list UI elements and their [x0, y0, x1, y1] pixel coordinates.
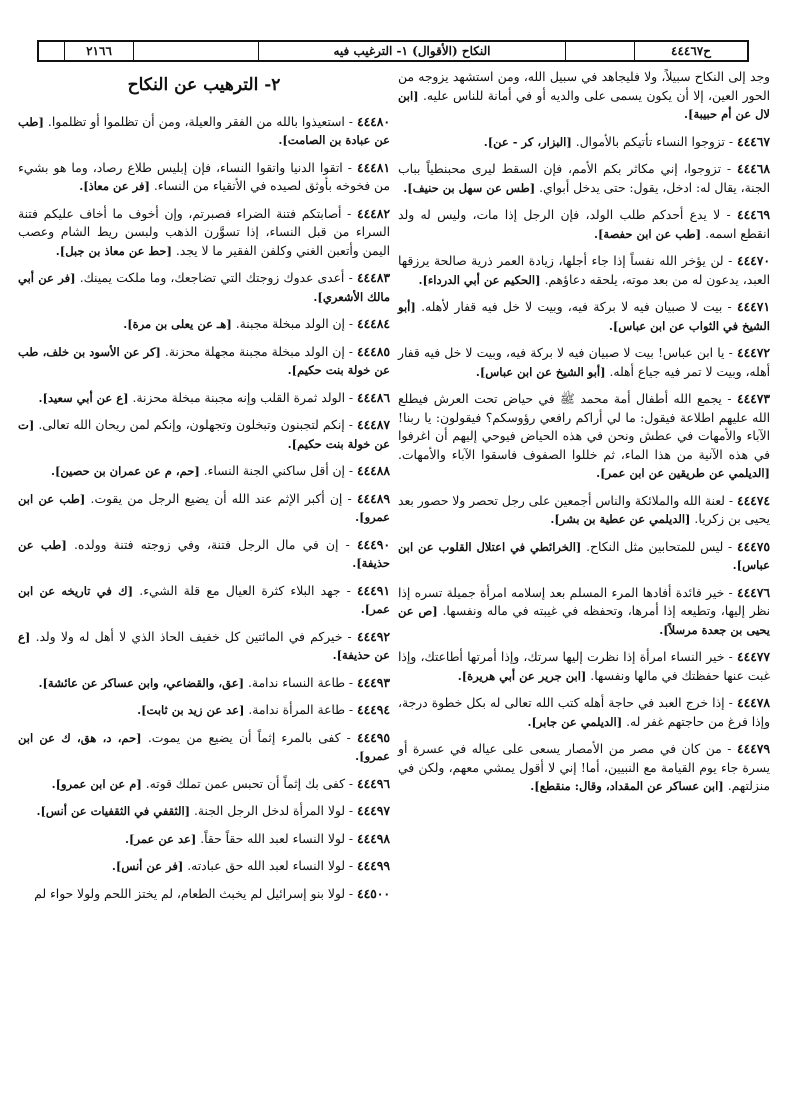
right-column	[398, 68, 770, 805]
hadith-number: ٤٤٤٧٢	[736, 345, 770, 360]
hadith-entry: ٤٤٤٨٨ - إن أقل ساكني الجنة النساء. [حم، م عن عمران بن حصين].	[50, 463, 390, 478]
hadith-number: ٤٤٥٠٠	[356, 885, 390, 901]
hadith-source: [أبو الشيخ في الثواب عن ابن عباس].	[398, 300, 770, 333]
hadith-number: ٤٤٤٦٨	[736, 161, 770, 176]
running-title: النكاح (الأقوال) ١- الترغيب فيه	[258, 42, 565, 60]
hadith-entry: ٤٤٤٨٠ - استعيذوا بالله من الفقر والعيلة، ومن أن تظلموا أو تظلموا. [طب عن عبادة بن الصامت].	[18, 113, 390, 147]
hadith-text: اتقوا الدنيا واتقوا النساء، فإن إبليس طلاع رصاد، وما هو بشيء من فخوخه بأوثق لصيده في الأتقياء من النساء.	[18, 160, 390, 193]
hadith-entry: ٤٤٤٩٥ - كفى بالمرء إثماً أن يضيع من يموت. [حم، د، هق، ك عن ابن عمرو].	[18, 729, 390, 763]
hadith-entry: ٤٤٤٧٩ - من كان في مصر من الأمصار يسعى على عياله في عسرة أو يسرة جاء يوم القيامة مع النبيين، أما! إني لا أقول يمشي معهم، ولكن في منزلتهم. [ابن عساكر عن المقداد، وقال: منقطع].	[398, 741, 770, 793]
hadith-entry: ٤٤٤٩٧ - لولا المرأة لدخل الرجل الجنة. [الثقفي في الثقفيات عن أنس].	[36, 803, 390, 818]
hadith-entry: ٤٤٤٩٤ - طاعة المرأة ندامة. [عد عن زيد بن ثابت].	[137, 702, 390, 717]
header-spacer-1	[565, 42, 634, 60]
hadith-number: ٤٤٤٧٥	[736, 538, 770, 554]
hadith-text: تزوجوا النساء تأتيكم بالأموال.	[575, 134, 725, 149]
hadith-number: ٤٤٤٩٠	[356, 536, 390, 552]
hadith-number: ٤٤٤٨٥	[356, 343, 390, 359]
hadith-number: ٤٤٤٨٩	[356, 490, 390, 506]
hadith-text: طاعة النساء ندامة.	[247, 675, 345, 690]
hadith-number: ٤٤٤٦٧	[736, 133, 770, 149]
hadith-entry: ٤٤٤٨٦ - الولد ثمرة القلب وإنه مجبنة مبخلة محزنة. [ع عن أبي سعيد].	[38, 389, 390, 405]
hadith-source: [ص عن يحيى بن جعدة مرسلاً].	[398, 604, 770, 637]
hadith-entry: ٤٤٤٩٢ - خيركم في المائتين كل خفيف الحاذ الذي لا أهل له ولا ولد. [ع عن حذيفة].	[18, 628, 390, 662]
hadith-number: ٤٤٤٦٩	[736, 207, 770, 222]
hadith-entry: ٤٤٤٧٦ - خير فائدة أفادها المرء المسلم بعد إسلامه امرأة جميلة تسره إذا نظر إليها، وتطيعه إذا أمرها، وتحفظه في غيبته في ماله ونفسها. [ص عن يحيى بن جعدة مرسلاً].	[398, 584, 770, 637]
hadith-number: ٤٤٤٧١	[736, 299, 770, 314]
page-header	[37, 40, 749, 62]
hadith-source: [الخرائطي في اعتلال القلوب عن ابن عباس].	[398, 539, 770, 572]
hadith-entry: ٤٤٤٩٨ - لولا النساء لعبد الله حقاً حقاً. [عد عن عمر].	[125, 830, 390, 846]
hadith-source: [الديلمي عن جابر].	[527, 714, 623, 729]
hadith-entry: ٤٤٤٧٨ - إذا خرج العبد في حاجة أهله كتب الله تعالى له بكل خطوة درجة، وإذا فرغ من حاجتهم غفر له. [الديلمي عن جابر].	[398, 695, 770, 729]
hadith-source: [طب عن عبادة بن الصامت].	[18, 114, 390, 147]
hadith-source: [م عن ابن عمرو].	[51, 776, 142, 791]
hadith-number: ٤٤٤٩٧	[356, 803, 390, 818]
hadith-source: [ك في تاريخه عن ابن عمر].	[18, 583, 390, 616]
hadith-text: لا يدع أحدكم طلب الولد، فإن الرجل إذا مات، وليس له ولد انقطع اسمه.	[398, 208, 770, 241]
hadith-entry: ٤٤٤٨٣ - أعدى عدوك زوجتك التي تضاجعك، وما ملكت يمينك. [فر عن أبي مالك الأشعري].	[18, 270, 390, 304]
hadith-source: [حم، م عن عمران بن حصين].	[50, 464, 200, 478]
hadith-text: لولا النساء لعبد الله حقاً حقاً.	[200, 831, 345, 846]
hadith-source: [البزار، كر - عن].	[483, 134, 572, 149]
hadith-text: تزوجوا، إني مكاثر بكم الأمم، فإن السقط ليرى محبنطياً بباب الجنة، يقال له: ادخل، يقول: حتى يدخل أبواي.	[398, 162, 770, 195]
hadith-entry: ٤٤٤٧٢ - يا ابن عباس! بيت لا صبيان فيه لا بركة فيه، وبيت لا خل فيه قفار أهله، وبيت لا تمر فيه جياع أهله. [أبو الشيخ عن ابن عباس].	[398, 345, 770, 379]
left-column	[18, 68, 390, 912]
hadith-source: [حم، د، هق، ك عن ابن عمرو].	[18, 730, 390, 763]
hadith-number: ٤٤٤٧٧	[736, 649, 771, 664]
hadith-entry: ٤٤٤٨٢ - أصابتكم فتنة الضراء فصبرتم، وإن أخوف ما أخاف عليكم فتنة السراء من قبل النساء، إذا تسوَّرن الذهب ولبسن ريط الشام وعصب اليمن وأتعبن الغني وكلفن الفقير ما لا يجد. [حط عن معاذ بن جبل].	[18, 205, 390, 258]
hadith-entry: ٤٤٤٧٣ - يجمع الله أطفال أمة محمد ﷺ في حياض تحت العرش فيطلع الله عليهم اطلاعة فيقول: ما لي أراكم رافعي رؤوسكم؟ فيقولون: يا ربنا! الآباء والأمهات في عطش ونحن في هذه الحياض فيوحي إليهم أن اغرفوا في هذه الآنية من هذا الماء، ثم خللوا الصفوف فاسقوا الآباء والأمهات. [الديلمي عن طريقين عن ابن عمر].	[398, 391, 770, 480]
hadith-entry: ٤٤٤٩٠ - إن في مال الرجل فتنة، وفي زوجته فتنة وولده. [طب عن حذيفة].	[18, 536, 390, 570]
hadith-text: إذا خرج العبد في حاجة أهله كتب الله تعالى له بكل خطوة درجة، وإذا فرغ من حاجتهم غفر له.	[398, 696, 770, 729]
page-number: ٢١٦٦	[64, 42, 133, 60]
hadith-text: إن أقل ساكني الجنة النساء.	[203, 464, 345, 478]
hadith-text: لعنة الله والملائكة والناس أجمعين على رجل تحصر ولا حصور بعد يحيى بن زكريا.	[398, 493, 770, 526]
hadith-entry: ٤٤٤٦٧ - تزوجوا النساء تأتيكم بالأموال. [البزار، كر - عن].	[483, 133, 770, 149]
hadith-source: [ابن لال عن أم حبيبة].	[398, 88, 770, 121]
hadith-number: ٤٤٤٨٢	[356, 205, 390, 221]
hadith-entry: ٤٤٤٨٥ - إن الولد مبخلة مجبنة مجهلة محزنة. [كر عن الأسود بن خلف، طب عن خولة بنت حكيم].	[18, 343, 390, 377]
hadith-text: لولا بنو إسرائيل لم يخبث الطعام، لم يختز اللحم ولولا حواء لم	[34, 886, 345, 901]
hadith-text: يجمع الله أطفال أمة محمد ﷺ في حياض تحت العرش فيطلع الله عليهم اطلاعة فيقول: ما لي أراكم رافعي رؤوسكم؟ فيقولون: يا ربنا! الآباء والأمهات في عطش ونحن في هذه الحياض فيوحي إليهم أن اغرفوا في هذه الآنية من هذا الماء، ثم خللوا الصفوف فاسقوا الآباء والأمهات.	[398, 392, 770, 462]
hadith-entry: ٤٤٤٨٤ - إن الولد مبخلة مجبنة. [هـ عن يعلى بن مرة].	[123, 316, 390, 331]
hadith-number: ٤٤٤٩٨	[356, 830, 390, 846]
hadith-text: بيت لا صبيان فيه لا بركة فيه، وبيت لا خل فيه قفار لأهله.	[421, 300, 723, 314]
hadith-text: من كان في مصر من الأمصار يسعى على عياله في عسرة أو يسرة جاء يوم القيامة مع النبيين، أما! إني لا أقول يمشي معهم، ولكن في منزلتهم.	[398, 742, 770, 793]
hadith-text: يا ابن عباس! بيت لا صبيان فيه لا بركة فيه، وبيت لا خل فيه قفار أهله، وبيت لا تمر فيه جياع أهله.	[398, 346, 770, 379]
hadith-text: الولد ثمرة القلب وإنه مجبنة مبخلة محزنة.	[132, 390, 345, 405]
hadith-source: [ع عن حذيفة].	[18, 629, 390, 662]
hadith-text: خيركم في المائتين كل خفيف الحاذ الذي لا أهل له ولا ولد.	[35, 629, 343, 644]
hadith-number: ٤٤٤٩٣	[356, 674, 390, 690]
hadith-source: [طب عن حذيفة].	[18, 537, 390, 570]
hadith-entry: ٤٤٤٩١ - جهد البلاء كثرة العيال مع قلة الشيء. [ك في تاريخه عن ابن عمر].	[18, 582, 390, 616]
hadith-entry: ٤٤٤٧١ - بيت لا صبيان فيه لا بركة فيه، وبيت لا خل فيه قفار لأهله. [أبو الشيخ في الثواب عن ابن عباس].	[398, 299, 770, 333]
hadith-text: كفى بالمرء إثماً أن يضيع من يموت.	[147, 730, 341, 745]
hadith-entry: ٤٤٤٨٩ - إن أكبر الإثم عند الله أن يضيع الرجل من يقوت. [طب عن ابن عمرو].	[18, 490, 390, 524]
hadith-text: إنكم لتجبنون وتبخلون وتجهلون، وإنكم لمن ريحان الله تعالى.	[38, 418, 345, 432]
hadith-text: كفى بك إثماً أن تحبس عمن تملك قوته.	[145, 776, 345, 791]
hadith-entry: ٤٤٤٩٩ - لولا النساء لعبد الله حق عبادته. [فر عن أنس].	[111, 858, 390, 873]
hadith-entry: ٤٤٤٩٦ - كفى بك إثماً أن تحبس عمن تملك قوته. [م عن ابن عمرو].	[51, 775, 390, 791]
hadith-number: ٤٤٤٧٦	[736, 584, 770, 600]
hadith-source: [ت عن خولة بنت حكيم].	[18, 418, 390, 451]
hadith-text: لولا النساء لعبد الله حق عبادته.	[187, 859, 345, 873]
hadith-text: طاعة المرأة ندامة.	[248, 703, 345, 717]
hadith-text: إن الولد مبخلة مجبنة.	[235, 317, 345, 331]
hadith-source: [طب عن ابن حفصة].	[593, 226, 702, 241]
hadith-entry: ٤٤٤٧٥ - ليس للمتحابين مثل النكاح. [الخرائطي في اعتلال القلوب عن ابن عباس].	[398, 538, 770, 572]
hadith-text: ليس للمتحابين مثل النكاح.	[586, 539, 724, 554]
hadith-source: [الديلمي عن عطية بن بشر].	[550, 512, 691, 526]
hadith-number: ٤٤٤٨١	[356, 159, 390, 175]
hadith-text: جهد البلاء كثرة العيال مع قلة الشيء.	[139, 583, 341, 598]
hadith-text: أصابتكم فتنة الضراء فصبرتم، وإن أخوف ما أخاف عليكم فتنة السراء من قبل النساء، إذا تسوَّرن الذهب ولبسن ريط الشام وعصب اليمن وأتعبن الغني وكلفن الفقير ما لا يجد.	[18, 206, 390, 258]
hadith-text: لن يؤخر الله نفساً إذا جاء أجلها، زيادة العمر ذرية صالحة يرزقها العبد، يدعون له من بعد موته، يلحقه دعاؤهم.	[398, 254, 770, 287]
hadith-text: إن في مال الرجل فتنة، وفي زوجته فتنة وولده.	[74, 537, 339, 552]
text-columns	[18, 68, 770, 1098]
hadith-source: [هـ عن يعلى بن مرة].	[123, 317, 232, 331]
volume-code: ح٤٤٤٦٧	[634, 42, 747, 60]
hadith-number: ٤٤٤٧٤	[736, 492, 770, 508]
hadith-number: ٤٤٤٧٩	[736, 741, 770, 756]
hadith-source: [عق، والقضاعي، وابن عساكر عن عائشة].	[38, 675, 245, 690]
hadith-entry: ٤٤٤٧٤ - لعنة الله والملائكة والناس أجمعين على رجل تحصر ولا حصور بعد يحيى بن زكريا. [الديلمي عن عطية بن بشر].	[398, 492, 770, 526]
hadith-number: ٤٤٤٨٧	[356, 417, 390, 432]
hadith-number: ٤٤٤٨٣	[356, 270, 390, 285]
hadith-source: [فر عن معاذ].	[79, 179, 150, 193]
hadith-entry: ٤٤٤٨١ - اتقوا الدنيا واتقوا النساء، فإن إبليس طلاع رصاد، وما هو بشيء من فخوخه بأوثق لصيده في الأتقياء من النساء. [فر عن معاذ].	[18, 159, 390, 193]
hadith-source: [ع عن أبي سعيد].	[38, 390, 129, 405]
hadith-number: ٤٤٤٧٠	[736, 253, 770, 268]
hadith-source: [الثقفي في الثقفيات عن أنس].	[36, 804, 191, 818]
hadith-entry: ٤٤٤٧٠ - لن يؤخر الله نفساً إذا جاء أجلها، زيادة العمر ذرية صالحة يرزقها العبد، يدعون له من بعد موته، يلحقه دعاؤهم. [الحكيم عن أبي الدرداء].	[398, 253, 770, 287]
hadith-number: ٤٤٤٩٤	[356, 702, 390, 717]
hadith-text: خير النساء امرأة إذا نظرت إليها سرتك، وإذا أمرتها أطاعتك، وإذا غبت عنها حفظتك في مالها ونفسها.	[398, 650, 770, 683]
hadith-number: ٤٤٤٧٨	[736, 695, 770, 710]
hadith-number: ٤٤٤٨٦	[356, 389, 390, 405]
hadith-source: [حط عن معاذ بن جبل].	[55, 243, 172, 258]
hadith-entry: ٤٤٤٧٧ - خير النساء امرأة إذا نظرت إليها سرتك، وإذا أمرتها أطاعتك، وإذا غبت عنها حفظتك في مالها ونفسها. [ابن جرير عن أبي هريرة].	[398, 649, 771, 683]
hadith-text: إن أكبر الإثم عند الله أن يضيع الرجل من يقوت.	[90, 491, 343, 506]
hadith-entry: ٤٤٤٩٣ - طاعة النساء ندامة. [عق، والقضاعي، وابن عساكر عن عائشة].	[38, 674, 390, 690]
hadith-source: [الديلمي عن طريقين عن ابن عمر].	[596, 466, 770, 480]
hadith-source: [فر عن أبي مالك الأشعري].	[18, 271, 390, 304]
hadith-source: [ابن جرير عن أبي هريرة].	[457, 668, 587, 683]
hadith-entry	[398, 68, 770, 124]
hadith-number: ٤٤٤٨٨	[356, 463, 390, 478]
hadith-number: ٤٤٤٩٥	[356, 729, 390, 745]
header-spacer-2	[133, 42, 258, 60]
hadith-source: [عد عن عمر].	[125, 831, 197, 846]
hadith-number: ٤٤٤٩٢	[356, 628, 390, 644]
hadith-entry: ٤٤٤٨٧ - إنكم لتجبنون وتبخلون وتجهلون، وإنكم لمن ريحان الله تعالى. [ت عن خولة بنت حكيم].	[18, 417, 390, 451]
hadith-number: ٤٤٤٨٠	[356, 113, 390, 129]
hadith-number: ٤٤٤٩٩	[356, 858, 390, 873]
hadith-text: إن الولد مبخلة مجبنة مجهلة محزنة.	[164, 344, 345, 359]
hadith-source: [الحكيم عن أبي الدرداء].	[418, 272, 541, 287]
header-spacer-3	[39, 42, 64, 60]
hadith-source: [عد عن زيد بن ثابت].	[137, 703, 245, 717]
hadith-source: [أبو الشيخ عن ابن عباس].	[475, 364, 606, 379]
hadith-source: [كر عن الأسود بن خلف، طب عن خولة بنت حكيم].	[18, 344, 390, 377]
hadith-number: ٤٤٤٧٣	[736, 391, 770, 406]
hadith-text: أعدى عدوك زوجتك التي تضاجعك، وما ملكت يمينك.	[79, 271, 345, 285]
hadith-text: خير فائدة أفادها المرء المسلم بعد إسلامه امرأة جميلة تسره إذا نظر إليها، وتطيعه إذا أمرها، وتحفظه في غيبته في ماله ونفسها.	[398, 585, 770, 618]
hadith-source: [طس عن سهل بن حنيف].	[403, 180, 536, 195]
hadith-source: [فر عن أنس].	[111, 859, 184, 873]
hadith-number: ٤٤٤٩١	[356, 582, 390, 598]
hadith-text: وجد إلى النكاح سبيلاً، ولا فليجاهد في سبيل الله، ومن استشهد يزوجه من الحور العين، إلا أن يكون يسمى على والديه أو في أمانة للناس عليه.	[398, 70, 770, 103]
hadith-entry: ٤٤٤٦٨ - تزوجوا، إني مكاثر بكم الأمم، فإن السقط ليرى محبنطياً بباب الجنة، يقال له: ادخل، يقول: حتى يدخل أبواي. [طس عن سهل بن حنيف].	[398, 161, 770, 195]
hadith-entry: ٤٤٤٦٩ - لا يدع أحدكم طلب الولد، فإن الرجل إذا مات، وليس له ولد انقطع اسمه. [طب عن ابن حفصة].	[398, 207, 770, 241]
hadith-source: [طب عن ابن عمرو].	[18, 491, 390, 524]
hadith-entry: ٤٤٥٠٠ - لولا بنو إسرائيل لم يخبث الطعام، لم يختز اللحم ولولا حواء لم	[34, 885, 390, 901]
hadith-text: استعيذوا بالله من الفقر والعيلة، ومن أن تظلموا أو تظلموا.	[47, 114, 345, 129]
hadith-number: ٤٤٤٨٤	[356, 316, 390, 331]
hadith-text: لولا المرأة لدخل الرجل الجنة.	[194, 804, 345, 818]
hadith-source: [ابن عساكر عن المقداد، وقال: منقطع].	[530, 779, 724, 793]
hadith-number: ٤٤٤٩٦	[356, 775, 390, 791]
section-title: ٢- الترهيب عن النكاح	[127, 75, 281, 95]
